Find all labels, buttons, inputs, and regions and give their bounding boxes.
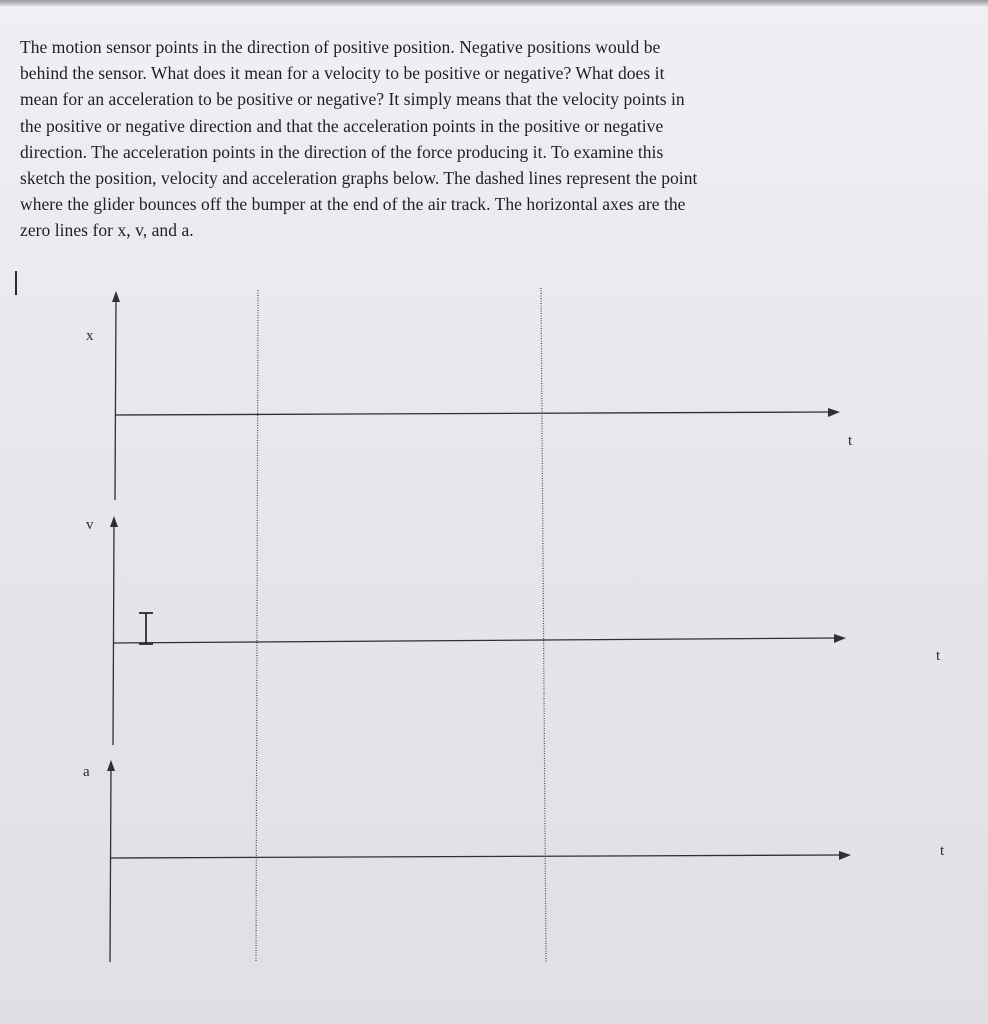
v-vertical-axis — [113, 524, 114, 745]
velocity-y-label: v — [86, 517, 94, 533]
x-vertical-axis — [115, 298, 116, 500]
a-vertical-axis — [110, 768, 111, 962]
position-t-label: t — [848, 433, 853, 449]
instructions-line: zero lines for x, v, and a. — [20, 220, 194, 241]
instructions-line: mean for an acceleration to be positive or negative? It simply means that the velocity points in — [20, 89, 685, 110]
a-axis-arrowhead — [107, 760, 115, 771]
a-time-axis-arrowhead — [839, 851, 851, 860]
bounce-marker-line-1 — [256, 290, 258, 962]
a-time-axis — [110, 855, 843, 858]
v-time-axis-arrowhead — [834, 634, 846, 643]
acceleration-y-label: a — [83, 764, 90, 780]
instructions-line: behind the sensor. What does it mean for a velocity to be positive or negative? What does it — [20, 63, 665, 84]
v-time-axis — [113, 638, 838, 643]
position-y-label: x — [86, 328, 94, 344]
instructions-line: where the glider bounces off the bumper at the end of the air track. The horizontal axes are the — [20, 194, 686, 215]
v-axis-arrowhead — [110, 516, 118, 527]
x-time-axis-arrowhead — [828, 408, 840, 417]
x-axis-arrowhead — [112, 291, 120, 302]
instructions-line: the positive or negative direction and that the acceleration points in the positive or negative — [20, 115, 664, 136]
instructions-line: The motion sensor points in the direction of positive position. Negative positions would be — [20, 37, 661, 57]
bounce-marker-line-2 — [541, 288, 546, 962]
instructions-line: sketch the position, velocity and acceleration graphs below. The dashed lines represent the point — [20, 168, 698, 189]
velocity-t-label: t — [936, 648, 941, 664]
x-time-axis — [115, 412, 832, 415]
instructions-line: direction. The acceleration points in the direction of the force producing it. To examine this — [20, 141, 664, 162]
acceleration-t-label: t — [940, 843, 945, 859]
